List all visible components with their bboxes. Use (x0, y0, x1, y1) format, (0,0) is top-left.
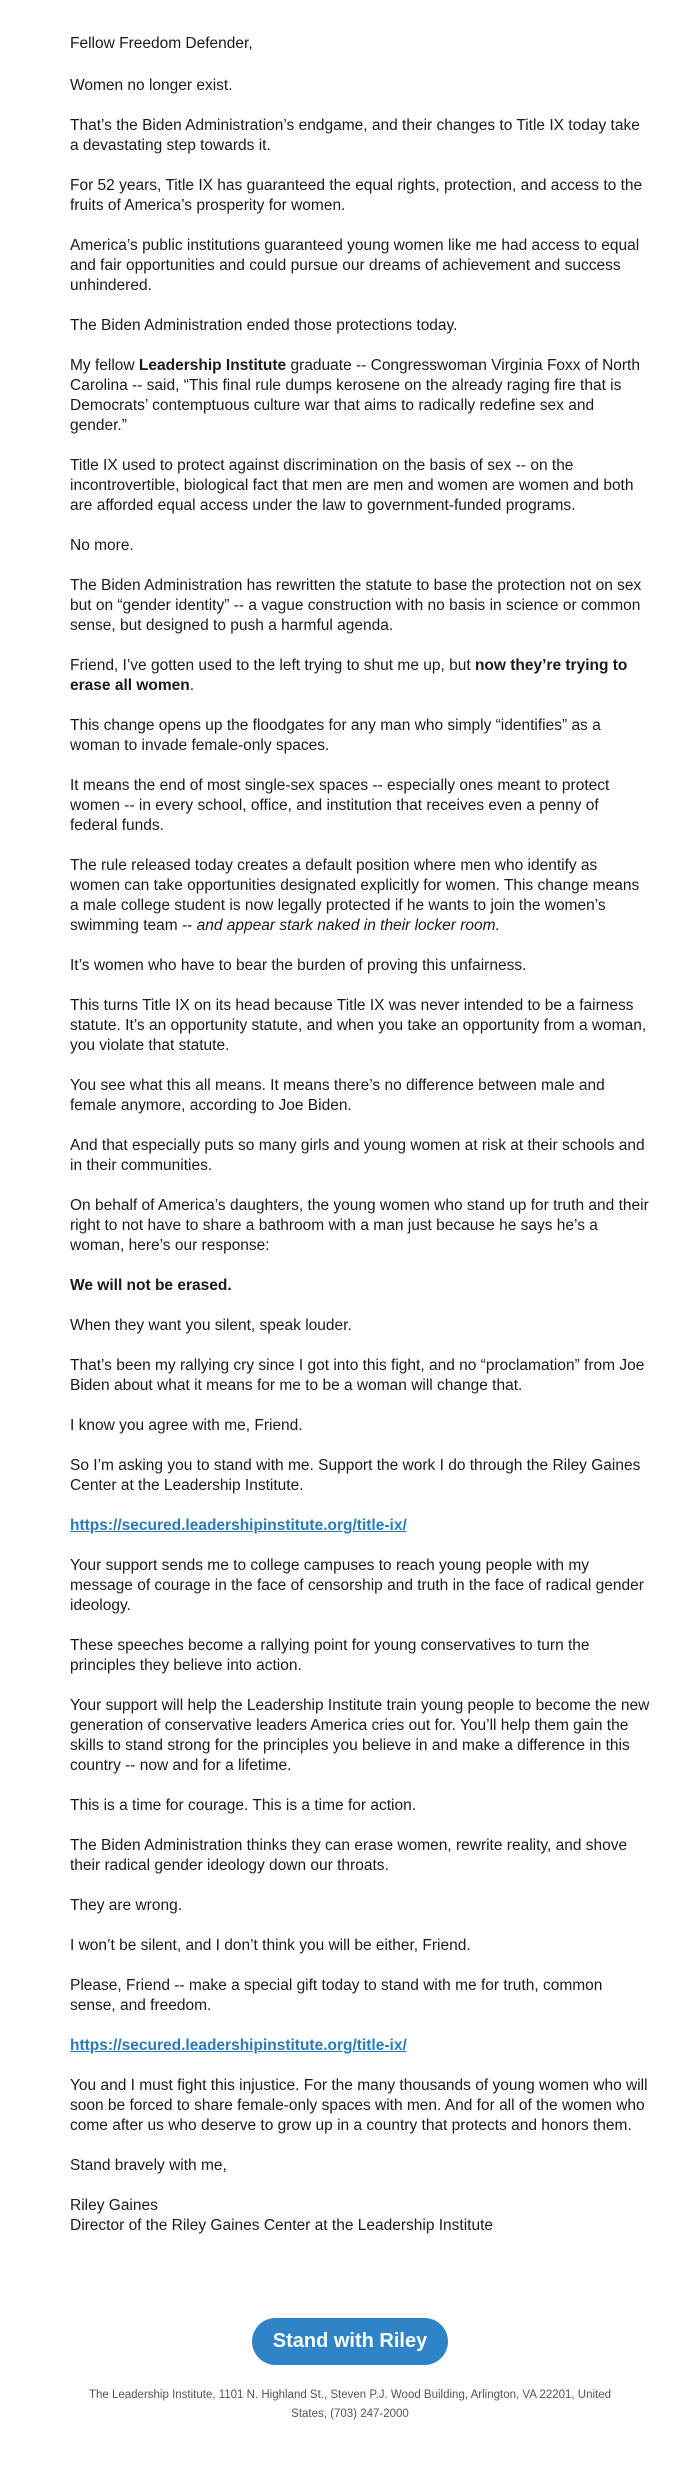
stand-with-riley-button[interactable]: Stand with Riley (252, 2318, 448, 2365)
signature (70, 2196, 650, 2236)
signature-name: Riley Gaines (70, 2197, 158, 2214)
bold-text: We will not be erased. (70, 1277, 232, 1294)
paragraph: That’s been my rallying cry since I got into this fight, and no “proclamation” from Joe Biden about what it means for me to be a woman will change that. (70, 1357, 645, 1394)
paragraph: The Biden Administration has rewritten the statute to base the protection not on sex but on “gender identity” -- a vague construction with no basis in science or common sense, but designed to push a harmful agenda. (70, 577, 642, 634)
donate-link[interactable]: https://secured.leadershipinstitute.org/title-ix/ (70, 1517, 407, 1534)
sign-off: Stand bravely with me, (70, 2157, 227, 2174)
paragraph: This turns Title IX on its head because Title IX was never intended to be a fairness statute. It’s an opportunity statute, and when you take an opportunity from a woman, you violate that statute. (70, 997, 647, 1054)
paragraph: They are wrong. (70, 1897, 182, 1914)
footer-address: The Leadership Institute, 1101 N. Highland St., Steven P.J. Wood Building, Arlington, VA 22201, United States, (703) 247-2000 (88, 2389, 612, 2420)
bold-text: now they’re trying to erase all women (70, 657, 628, 694)
paragraph: I won’t be silent, and I don’t think you will be either, Friend. (70, 1937, 471, 1954)
paragraph (70, 2036, 650, 2056)
paragraph (70, 856, 650, 936)
text-run: My fellow (70, 357, 139, 374)
paragraph: That’s the Biden Administration’s endgame, and their changes to Title IX today take a devastating step towards it. (70, 117, 640, 154)
paragraph: America’s public institutions guaranteed young women like me had access to equal and fair opportunities and could pursue our dreams of achievement and success unhindered. (70, 237, 640, 294)
paragraph: This is a time for courage. This is a time for action. (70, 1797, 417, 1814)
paragraph: You and I must fight this injustice. For the many thousands of young women who will soon be forced to share female-only spaces with men. And for all of the women who come after us who deserve to grow up in a country that protects and honors them. (70, 2077, 648, 2134)
paragraph: It’s women who have to bear the burden of proving this unfairness. (70, 957, 527, 974)
paragraph: And that especially puts so many girls and young women at risk at their schools and in their communities. (70, 1137, 645, 1174)
paragraph: Title IX used to protect against discrimination on the basis of sex -- on the incontrovertible, biological fact that men are men and women are women and both are afforded equal access under the law to government-funded programs. (70, 457, 634, 514)
donate-link[interactable]: https://secured.leadershipinstitute.org/title-ix/ (70, 2037, 407, 2054)
paragraph: When they want you silent, speak louder. (70, 1317, 352, 1334)
paragraph: For 52 years, Title IX has guaranteed the equal rights, protection, and access to the fruits of America’s prosperity for women. (70, 177, 643, 214)
paragraph: I know you agree with me, Friend. (70, 1417, 303, 1434)
paragraph: No more. (70, 537, 134, 554)
greeting: Fellow Freedom Defender, (70, 35, 253, 52)
text-run: graduate -- Congresswoman Virginia Foxx of North Carolina -- said, “This final rule dumps kerosene on the already raging fire that is Democrats’ contemptuous culture war that aims to radically redefine sex and gender.” (70, 357, 640, 434)
text-run: Friend, I’ve gotten used to the left trying to shut me up, but (70, 657, 475, 674)
text-run: The rule released today creates a default position where men who identify as women can take opportunities designated explicitly for women. This change means a male college student is now legally protected if he wants to join the women’s swimming team -- (70, 857, 640, 934)
paragraph: It means the end of most single-sex spaces -- especially ones meant to protect women -- in every school, office, and institution that receives even a penny of federal funds. (70, 777, 610, 834)
cta-container (0, 2318, 700, 2365)
paragraph: Your support sends me to college campuses to reach young people with my message of courage in the face of censorship and truth in the face of radical gender ideology. (70, 1557, 644, 1614)
paragraph: Your support will help the Leadership Institute train young people to become the new generation of conservative leaders America cries out for. You’ll help them gain the skills to stand strong for the principles you believe in and make a difference in this country -- now and for a lifetime. (70, 1697, 650, 1774)
paragraph: The Biden Administration thinks they can erase women, rewrite reality, and shove their radical gender ideology down our throats. (70, 1837, 628, 1874)
paragraph: You see what this all means. It means there’s no difference between male and female anymore, according to Joe Biden. (70, 1077, 605, 1114)
bold-text: Leadership Institute (138, 357, 287, 374)
text-run: . (189, 677, 195, 694)
paragraph: This change opens up the floodgates for any man who simply “identifies” as a woman to invade female-only spaces. (70, 717, 601, 754)
signature-title: Director of the Riley Gaines Center at the Leadership Institute (70, 2217, 494, 2234)
paragraph: So I’m asking you to stand with me. Support the work I do through the Riley Gaines Center at the Leadership Institute. (70, 1457, 641, 1494)
paragraph: These speeches become a rallying point for young conservatives to turn the principles they believe into action. (70, 1637, 590, 1674)
paragraph: Please, Friend -- make a special gift today to stand with me for truth, common sense, and freedom. (70, 1977, 603, 2014)
paragraph (70, 656, 650, 696)
email-body (70, 34, 650, 2236)
paragraph: Women no longer exist. (70, 77, 233, 94)
paragraph (70, 1276, 650, 1296)
paragraph: On behalf of America’s daughters, the young women who stand up for truth and their right to not have to share a bathroom with a man just because he says he’s a woman, here’s our response: (70, 1197, 649, 1254)
paragraph: The Biden Administration ended those protections today. (70, 317, 458, 334)
paragraph (70, 356, 650, 436)
italic-text: and appear stark naked in their locker room. (196, 917, 500, 934)
paragraph (70, 1516, 650, 1536)
